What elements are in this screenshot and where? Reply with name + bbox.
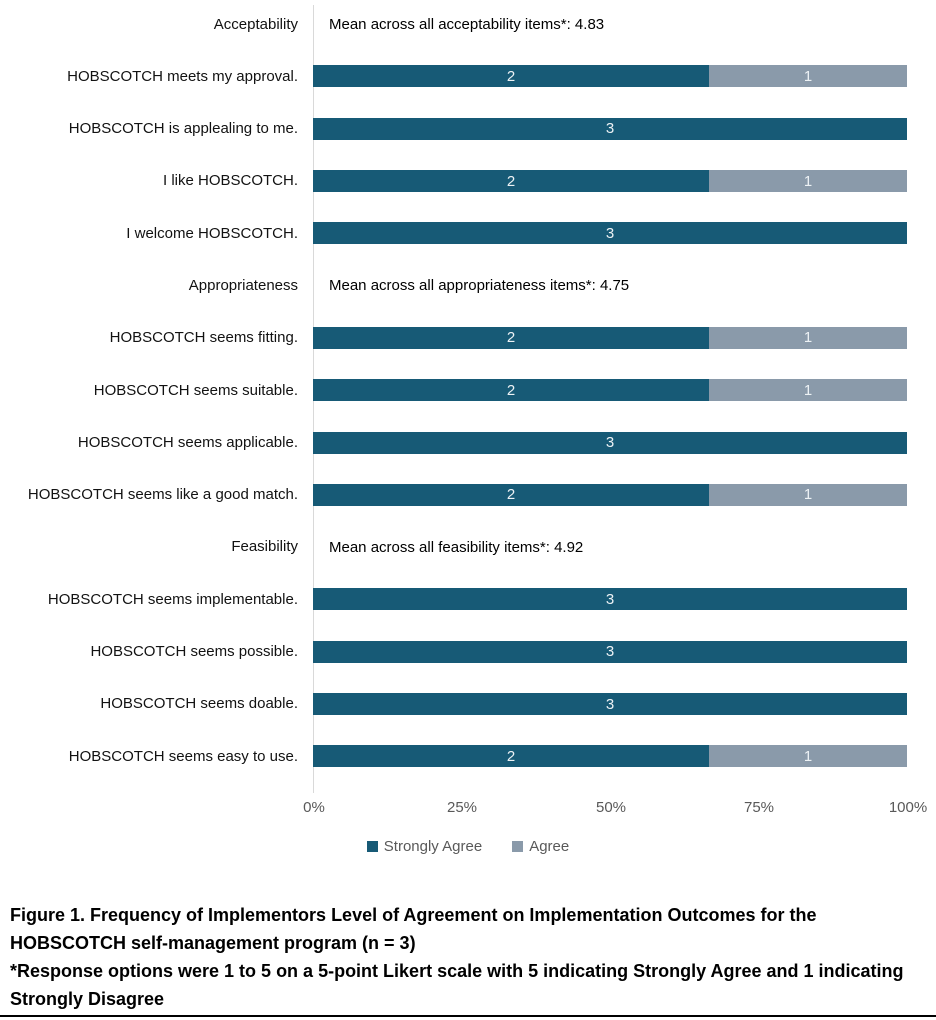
bar-segment-agree: 1 (709, 484, 907, 506)
category-header-row (0, 259, 936, 311)
item-label: HOBSCOTCH seems applicable. (77, 433, 298, 451)
bar-segment-strongly-agree: 2 (313, 484, 709, 506)
item-row (0, 155, 936, 207)
bar-segment-strongly-agree: 2 (313, 379, 709, 401)
legend-item-strongly-agree (367, 838, 482, 855)
bar-track (313, 222, 907, 244)
item-row (0, 312, 936, 364)
mean-note-track (313, 536, 907, 558)
mean-note-track (313, 275, 907, 297)
figure-caption (10, 901, 912, 1013)
x-tick-75: 75% (743, 799, 775, 816)
legend (0, 838, 936, 855)
item-row (0, 364, 936, 416)
bar-track (313, 745, 907, 767)
category-label: Feasibility (231, 538, 298, 556)
bar-segment-strongly-agree: 2 (313, 65, 709, 87)
legend-label: Agree (529, 838, 570, 855)
item-label: HOBSCOTCH seems implementable. (47, 590, 298, 608)
bar-track (313, 65, 907, 87)
bar-segment-strongly-agree: 2 (313, 170, 709, 192)
bar-segment-strongly-agree: 2 (313, 327, 709, 349)
bar-segment-agree: 1 (709, 65, 907, 87)
bar-segment-strongly-agree: 3 (313, 118, 907, 140)
x-tick-100: 100% (888, 799, 928, 816)
bar-track (313, 118, 907, 140)
category-header-row (0, 0, 936, 50)
legend-label: Strongly Agree (383, 838, 483, 855)
bar-track (313, 641, 907, 663)
bar-segment-strongly-agree: 3 (313, 641, 907, 663)
mean-note-track (313, 13, 907, 35)
bar-track (313, 484, 907, 506)
item-row (0, 626, 936, 678)
item-row (0, 416, 936, 468)
mean-note: Mean across all appropriateness items*: 4.75 (329, 277, 630, 295)
caption-figure-text: Figure 1. Frequency of Implementors Level of Agreement on Implementation Outcomes for the HOBSCOTCH self-management program (n = 3) (10, 905, 817, 953)
item-label: I welcome HOBSCOTCH. (126, 224, 298, 242)
bar-track (313, 379, 907, 401)
item-label: HOBSCOTCH seems possible. (90, 643, 298, 661)
item-label: HOBSCOTCH seems easy to use. (68, 747, 298, 765)
x-tick-50: 50% (595, 799, 627, 816)
item-label: HOBSCOTCH meets my approval. (67, 67, 298, 85)
bar-segment-strongly-agree: 3 (313, 222, 907, 244)
legend-item-agree (512, 838, 569, 855)
item-row (0, 678, 936, 730)
category-header-row (0, 521, 936, 573)
bar-track (313, 327, 907, 349)
strongly-agree-swatch-icon (367, 841, 378, 852)
mean-note: Mean across all acceptability items*: 4.83 (329, 15, 605, 33)
bar-segment-agree: 1 (709, 745, 907, 767)
bar-track (313, 588, 907, 610)
item-label: HOBSCOTCH seems doable. (100, 695, 298, 713)
item-label: HOBSCOTCH seems like a good match. (27, 486, 298, 504)
bar-segment-strongly-agree: 3 (313, 588, 907, 610)
bar-track (313, 693, 907, 715)
bar-segment-agree: 1 (709, 327, 907, 349)
caption-footnote-text: *Response options were 1 to 5 on a 5-point Likert scale with 5 indicating Strongly Agree and 1 indicating Strongly Disagree (10, 961, 904, 1009)
item-row (0, 50, 936, 102)
item-row (0, 730, 936, 782)
item-label: HOBSCOTCH is applealing to me. (68, 120, 298, 138)
item-row (0, 207, 936, 259)
item-row (0, 573, 936, 625)
bar-segment-strongly-agree: 3 (313, 693, 907, 715)
item-label: HOBSCOTCH seems suitable. (93, 381, 298, 399)
bar-segment-strongly-agree: 2 (313, 745, 709, 767)
bar-track (313, 170, 907, 192)
item-row (0, 469, 936, 521)
bottom-rule (0, 1015, 936, 1017)
bar-segment-strongly-agree: 3 (313, 432, 907, 454)
category-label: Acceptability (213, 15, 298, 33)
bar-segment-agree: 1 (709, 170, 907, 192)
item-label: I like HOBSCOTCH. (162, 172, 298, 190)
item-label: HOBSCOTCH seems fitting. (109, 329, 298, 347)
x-tick-25: 25% (446, 799, 478, 816)
category-label: Appropriateness (188, 277, 298, 294)
item-row (0, 103, 936, 155)
bar-track (313, 432, 907, 454)
agree-swatch-icon (512, 841, 523, 852)
x-tick-0: 0% (303, 799, 325, 816)
mean-note: Mean across all feasibility items*: 4.92 (329, 538, 584, 556)
bar-segment-agree: 1 (709, 379, 907, 401)
